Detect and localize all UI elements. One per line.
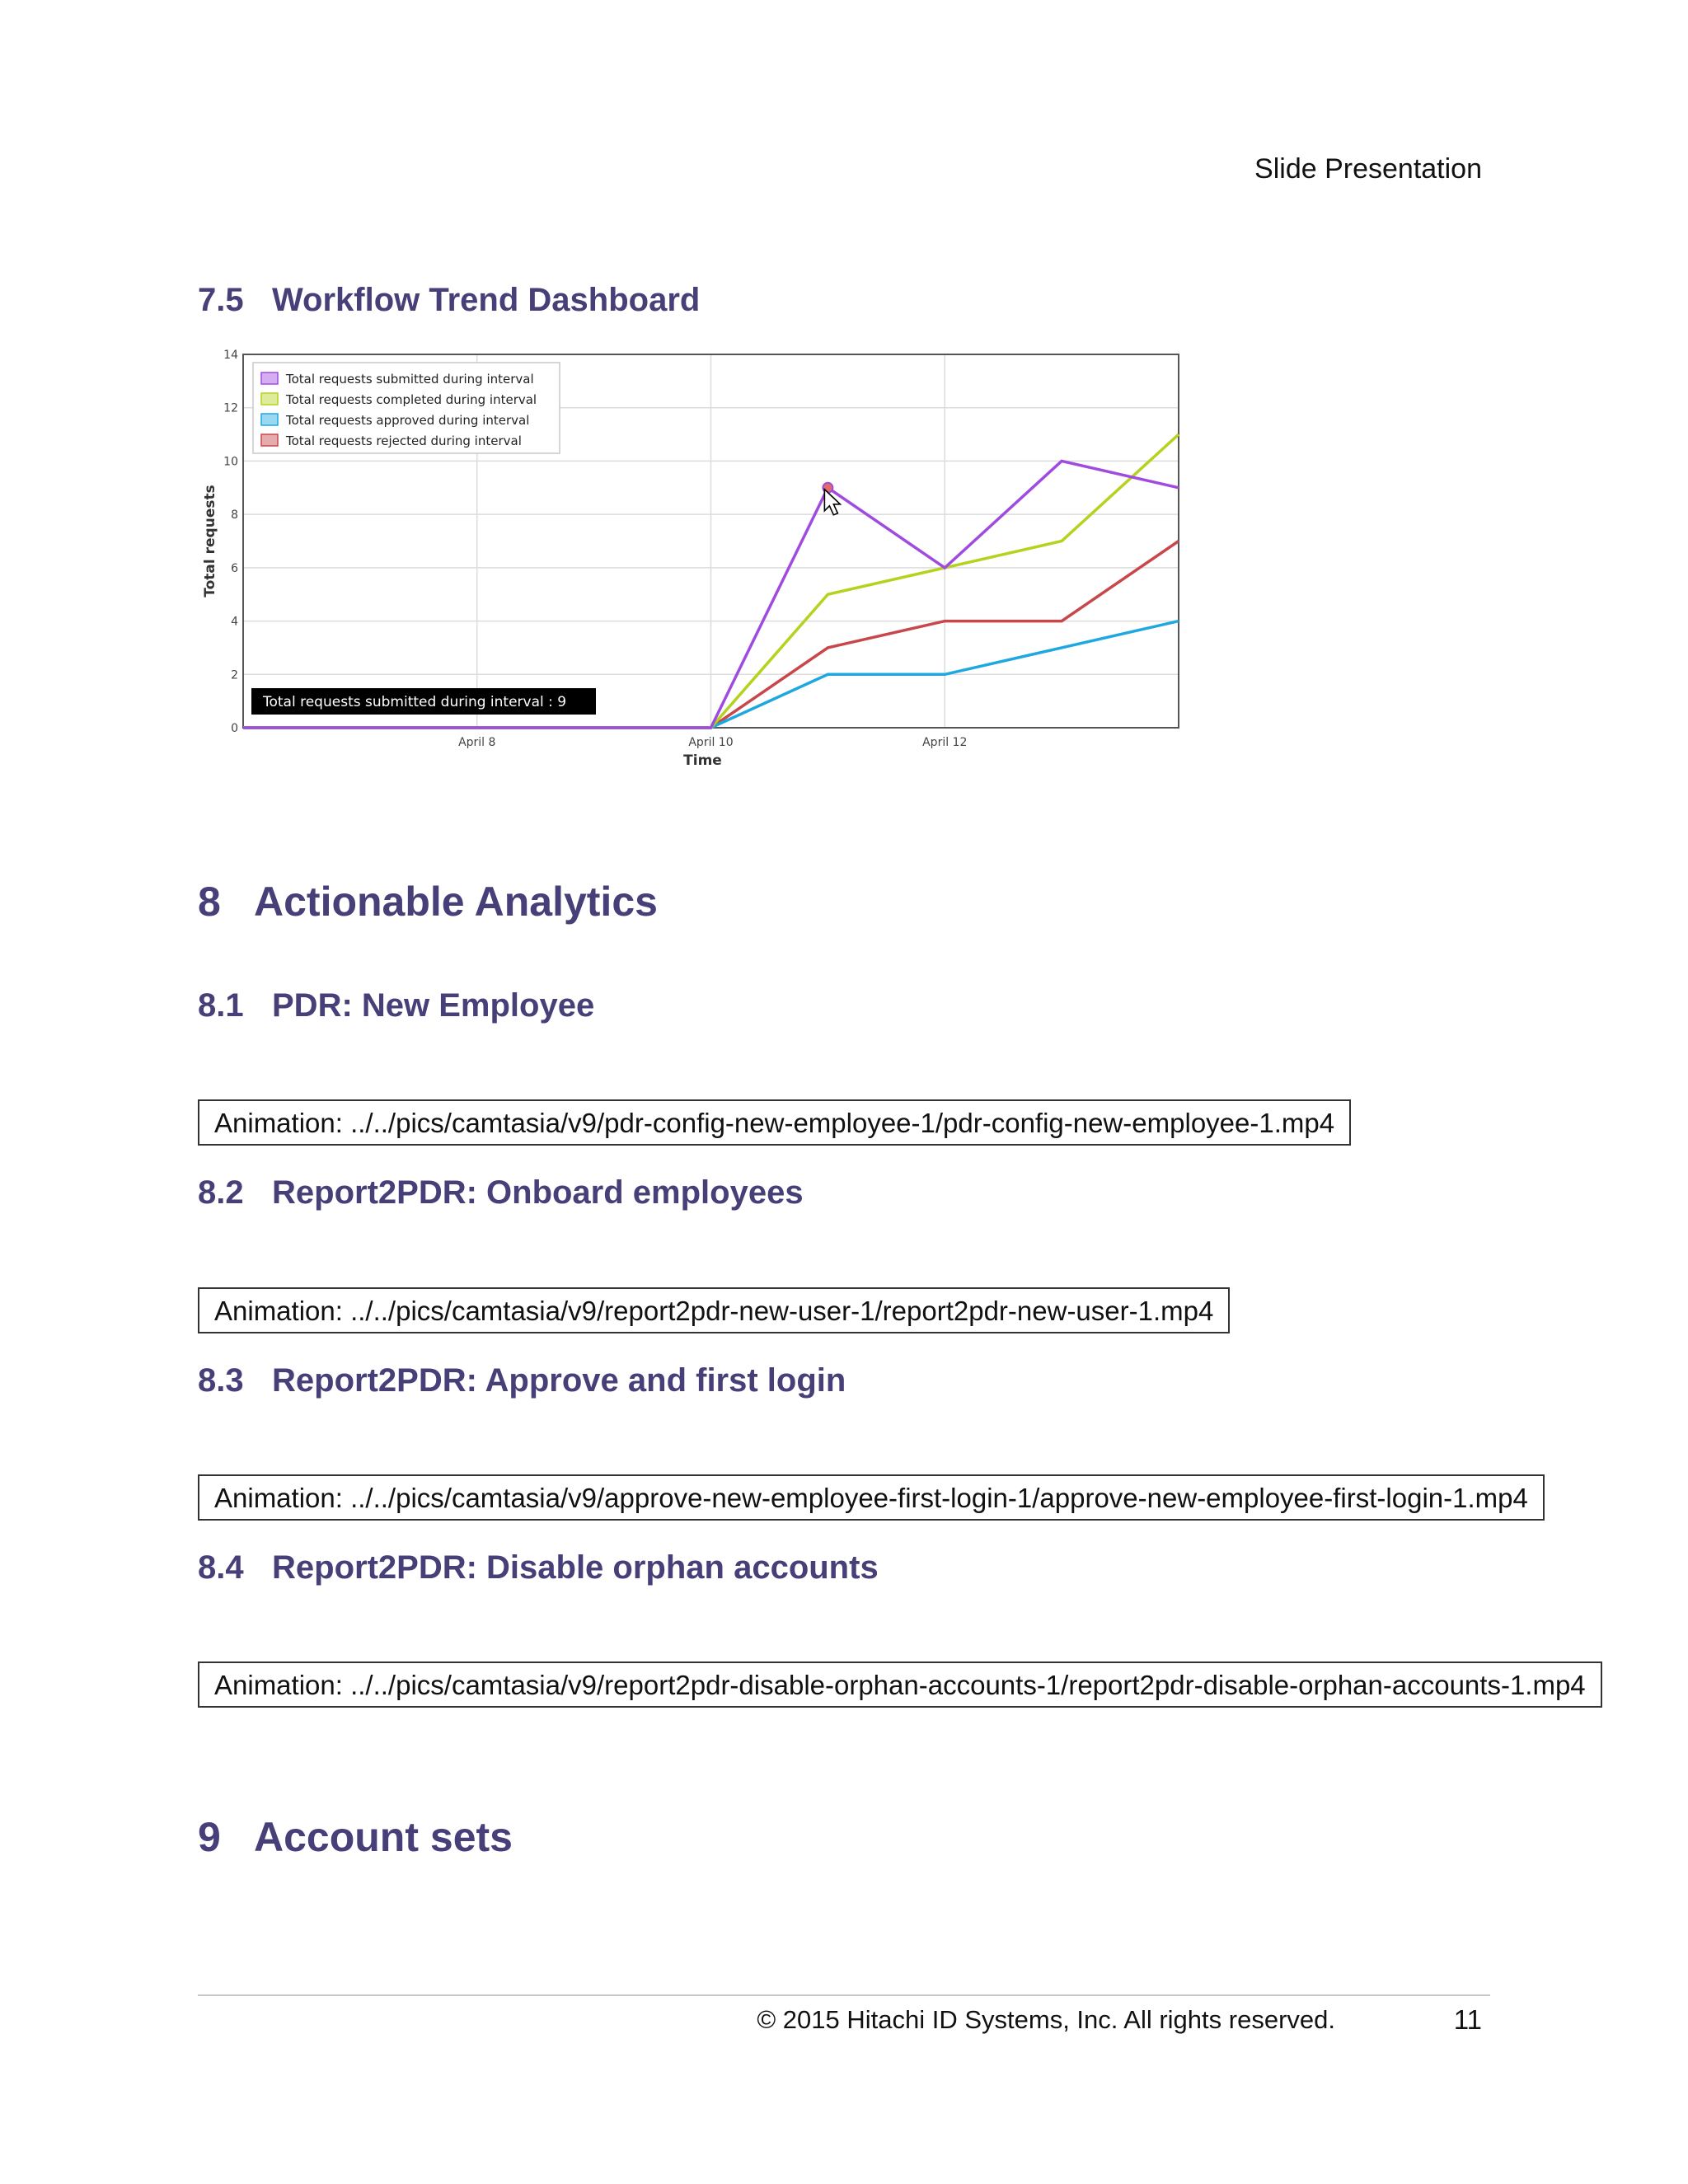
section-title: Report2PDR: Disable orphan accounts xyxy=(272,1549,879,1586)
section-number: 8.1 xyxy=(198,987,244,1024)
y-tick-label: 12 xyxy=(223,401,238,415)
section-title: Actionable Analytics xyxy=(254,879,658,925)
y-tick-label: 2 xyxy=(231,668,238,682)
tooltip-text: Total requests submitted during interval : 9 xyxy=(263,694,567,710)
legend-swatch xyxy=(261,393,278,405)
animation-link-8-4[interactable]: Animation: ../../pics/camtasia/v9/report2pdr-disable-orphan-accounts-1/report2pdr-disable-orphan-accounts-1.mp4 xyxy=(198,1661,1602,1708)
legend-swatch xyxy=(261,414,278,425)
section-number: 8 xyxy=(198,879,221,925)
x-tick-label: April 8 xyxy=(458,736,496,749)
section-title: PDR: New Employee xyxy=(272,987,595,1024)
legend-label: Total requests rejected during interval xyxy=(286,434,522,448)
section-heading-8-1 xyxy=(198,987,594,1024)
section-heading-7-5 xyxy=(198,282,700,319)
animation-link-8-2[interactable]: Animation: ../../pics/camtasia/v9/report2pdr-new-user-1/report2pdr-new-user-1.mp4 xyxy=(198,1287,1230,1333)
footer-divider xyxy=(198,1994,1490,1996)
y-tick-label: 14 xyxy=(223,349,238,362)
y-tick-label: 6 xyxy=(231,561,238,575)
legend-swatch xyxy=(261,434,278,446)
animation-link-8-3[interactable]: Animation: ../../pics/camtasia/v9/approve-new-employee-first-login-1/approve-new-employee-first-login-1.mp4 xyxy=(198,1474,1545,1521)
x-tick-label: April 12 xyxy=(922,736,968,749)
section-title: Workflow Trend Dashboard xyxy=(272,282,701,318)
section-heading-8 xyxy=(198,878,658,926)
running-header: Slide Presentation xyxy=(1254,153,1482,185)
section-number: 7.5 xyxy=(198,282,244,318)
section-title: Report2PDR: Approve and first login xyxy=(272,1362,846,1399)
y-tick-label: 10 xyxy=(223,455,238,469)
y-axis-label: Total requests xyxy=(202,485,218,598)
section-title: Account sets xyxy=(254,1814,513,1860)
section-number: 8.3 xyxy=(198,1362,244,1399)
legend-label: Total requests completed during interval xyxy=(286,392,537,407)
section-title: Report2PDR: Onboard employees xyxy=(272,1174,804,1211)
y-tick-label: 4 xyxy=(231,615,238,629)
workflow-trend-chart xyxy=(198,342,1195,779)
section-heading-9 xyxy=(198,1813,513,1861)
page-number: 11 xyxy=(1453,2004,1482,2035)
legend-label: Total requests submitted during interval xyxy=(286,372,534,387)
y-tick-label: 0 xyxy=(231,722,238,735)
x-tick-label: April 10 xyxy=(688,736,734,749)
section-number: 8.4 xyxy=(198,1549,244,1586)
section-number: 8.2 xyxy=(198,1174,244,1211)
section-heading-8-3 xyxy=(198,1362,846,1399)
y-tick-label: 8 xyxy=(231,509,238,523)
footer-copyright: © 2015 Hitachi ID Systems, Inc. All rights reserved. xyxy=(757,2005,1335,2034)
legend-swatch xyxy=(261,373,278,384)
x-axis-label: Time xyxy=(683,752,722,769)
section-number: 9 xyxy=(198,1814,221,1860)
section-heading-8-2 xyxy=(198,1174,804,1212)
animation-link-8-1[interactable]: Animation: ../../pics/camtasia/v9/pdr-config-new-employee-1/pdr-config-new-employee-1.mp4 xyxy=(198,1099,1351,1146)
section-heading-8-4 xyxy=(198,1549,879,1586)
legend-label: Total requests approved during interval xyxy=(286,413,530,428)
